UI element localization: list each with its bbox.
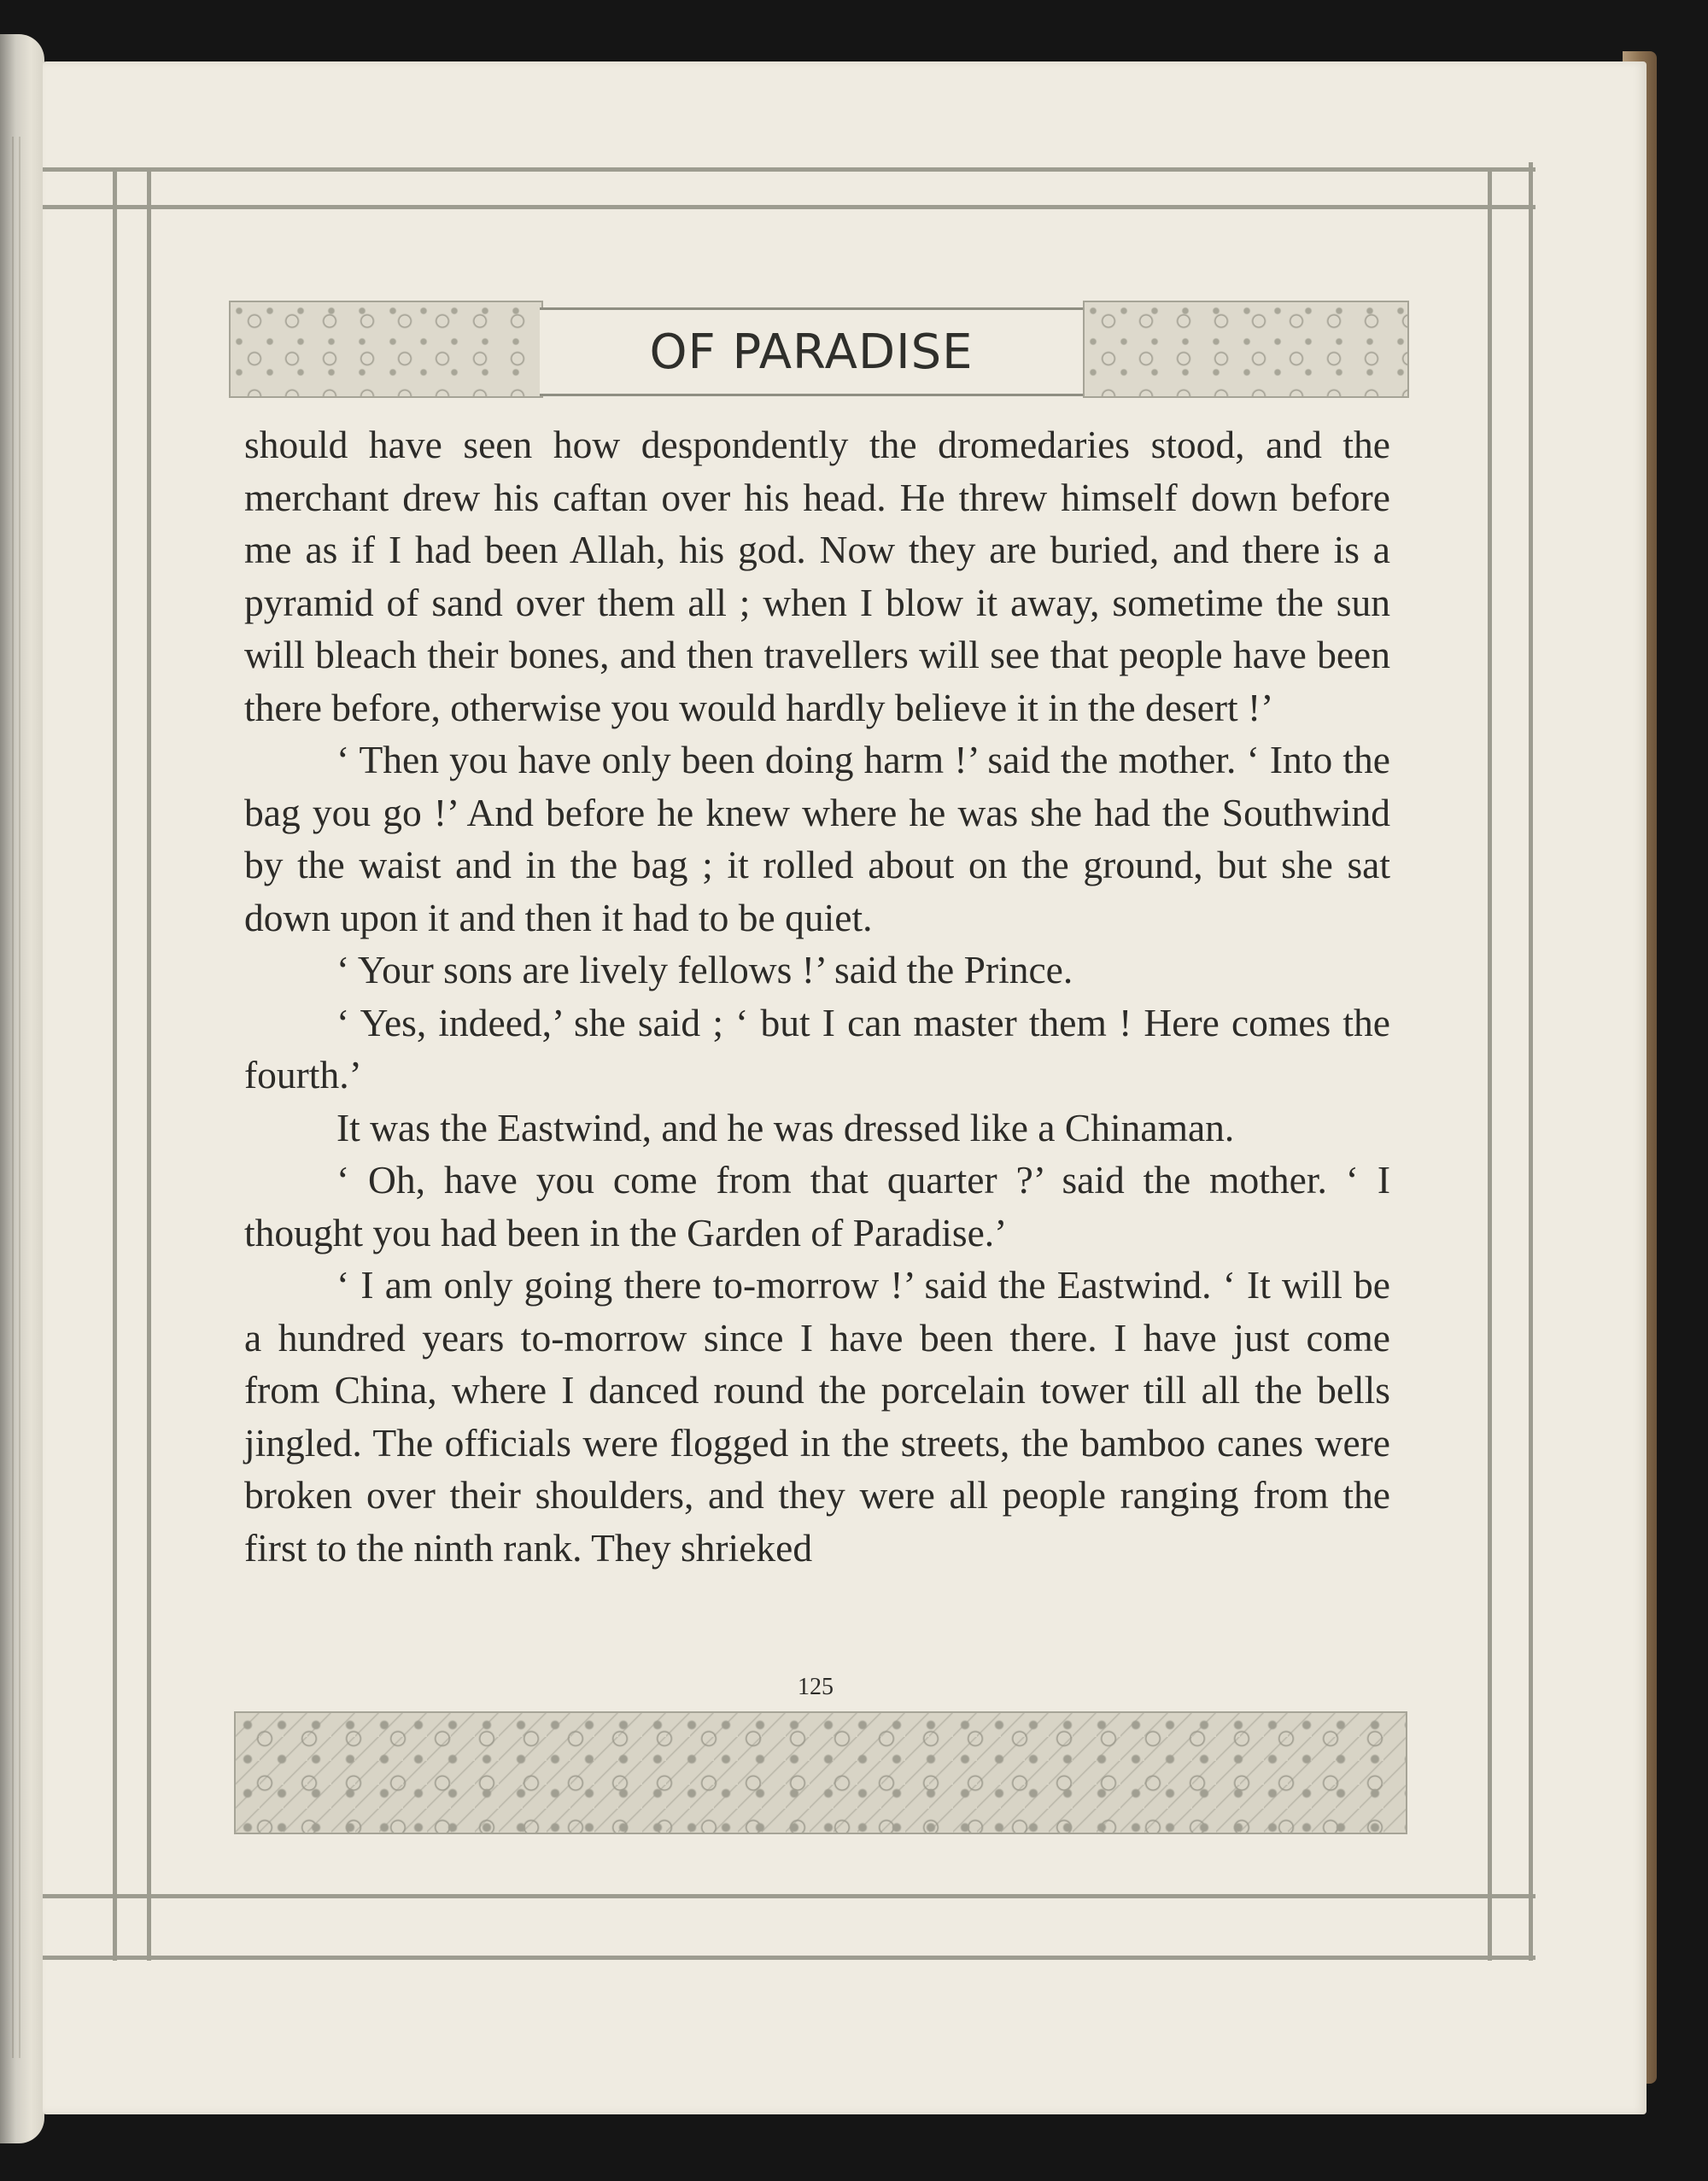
paragraph: ‘ Oh, have you come from that quarter ?’ said the mother. ‘ I thought you had been in the Garden of Paradise.’ [244,1158,1390,1254]
paragraph: ‘ I am only going there to-morrow !’ said the Eastwind. ‘ It will be a hundred years to-morrow since I have been there. I have just come from China, where I danced round the porcelain tower till all the bells jingled. The officials were flogged in the streets, the bamboo canes were broken over their shoulders, and they were all people ranging from the first to the ninth rank. They shrieked [244,1263,1390,1570]
header-title-box [540,307,1083,396]
frame-rule-top-outer [43,167,1535,172]
header-ornament-right [1083,301,1409,398]
paragraph: It was the Eastwind, and he was dressed like a Chinaman. [336,1105,1235,1149]
page-number: 125 [798,1674,834,1700]
frame-rule-bottom-inner [43,1894,1535,1898]
previous-page-edge [0,34,44,2143]
frame-rule-right-outer [1529,162,1533,1961]
paragraph: ‘ Then you have only been doing harm !’ said the mother. ‘ Into the bag you go !’ And before he knew where he was she had the Southwind by the waist and in the bag ; it rolled about on the ground, but she sat down upon it and then it had to be quiet. [244,738,1390,939]
frame-rule-top-inner [43,205,1535,209]
footer-ornament [234,1711,1407,1834]
frame-rule-left-outer [113,167,117,1961]
header-ornament-left [229,301,543,398]
paragraph: ‘ Your sons are lively fellows !’ said the Prince. [336,948,1073,991]
page-title: OF PARADISE [649,324,974,380]
body-text [244,418,1390,1574]
frame-rule-bottom-outer [43,1956,1535,1960]
paragraph: ‘ Yes, indeed,’ she said ; ‘ but I can master them ! Here comes the fourth.’ [244,1000,1390,1096]
frame-rule-left-inner [147,167,151,1961]
paragraph: should have seen how despondently the dromedaries stood, and the merchant drew his caftan over his head. He threw himself down before me as if I had been Allah, his god. Now they are buried, and there is a pyramid of sand over them all ; when I blow it away, sometime the sun will bleach their bones, and then travellers will see that people have been there before, otherwise you would hardly believe it in the desert !’ [244,423,1390,729]
frame-rule-right-inner [1488,167,1492,1961]
